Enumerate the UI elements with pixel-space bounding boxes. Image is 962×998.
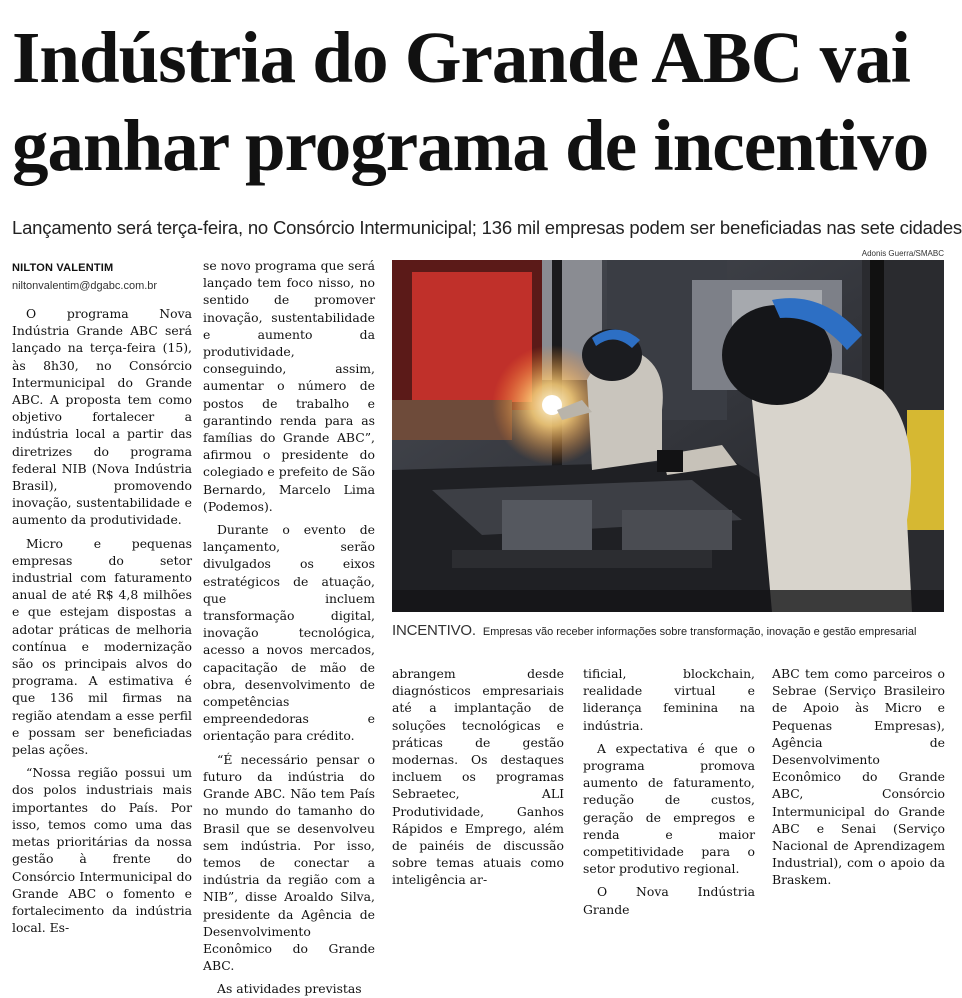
caption-kicker: INCENTIVO.: [392, 622, 476, 639]
headline: Indústria do Grande ABC vai ganhar programa de incentivo: [12, 17, 929, 186]
photo-caption: [392, 622, 952, 639]
paragraph: O Nova Indústria Grande: [583, 884, 755, 917]
article-column-1: [12, 305, 192, 936]
subheadline: Lançamento será terça-feira, no Consórcio Intermunicipal; 136 mil empresas podem ser beneficiadas nas sete cidades: [12, 217, 962, 238]
article-column-4: [583, 665, 755, 917]
paragraph: Durante o evento de lançamento, serão divulgados os eixos estratégicos de atuação, que incluem transformação digital, inovação tecnológica, acesso a novos mercados, capacitação de mão de obra, desenvolvimento de competências empreendedoras e orientação para crédito.: [203, 522, 375, 744]
paragraph: As atividades previstas: [217, 981, 362, 997]
article-column-3: [392, 665, 564, 888]
paragraph: Micro e pequenas empresas do setor industrial com faturamento anual de até R$ 4,8 milhões e que estejam dispostas a adotar práticas de melhoria contínua e modernização são os principais alvos do programa. A estimativa é que 136 mil firmas na região atendam a esse perfil e possam ser beneficiadas pelas ações.: [12, 535, 192, 758]
caption-text: Empresas vão receber informações sobre transformação, inovação e gestão empresarial: [482, 626, 917, 638]
paragraph: “É necessário pensar o futuro da indústria do Grande ABC. Não tem País no mundo do tamanho do Brasil que se desenvolveu sem indústria. Por isso, temos de conectar a indústria da região com a NIB”, disse Aroaldo Silva, presidente da Agência de Desenvolvimento Econômico do Grande ABC.: [203, 751, 375, 974]
paragraph: tificial, blockchain, realidade virtual e liderança feminina na indústria.: [583, 666, 755, 733]
author-email: niltonvalentim@dgabc.com.br: [12, 280, 158, 292]
paragraph: A expectativa é que o programa promova aumento de faturamento, redução de custos, geração de empregos e renda e maior competitividade para o setor produtivo regional.: [583, 740, 755, 877]
paragraph: O programa Nova Indústria Grande ABC será lançado na terça-feira (15), às 8h30, no Consórcio Intermunicipal do Grande ABC. A proposta tem como objetivo fortalecer a indústria local a partir das diretrizes do programa federal NIB (Nova Indústria Brasil), promovendo inovação, sustentabilidade e aumento da produtividade.: [12, 306, 192, 528]
paragraph: abrangem desde diagnósticos empresariais até a implantação de soluções tecnológicas e práticas de gestão modernas. Os destaques incluem os programas Sebraetec, ALI Produtividade, Ganhos Rápidos e Emprego, além de painéis de discussão sobre temas atuais como inteligência ar-: [392, 666, 564, 888]
author-name: NILTON VALENTIM: [12, 262, 114, 274]
photo-credit: Adonis Guerra/SMABC: [861, 249, 944, 258]
paragraph: ABC tem como parceiros o Sebrae (Serviço Brasileiro de Apoio às Micro e Pequenas Empresas), Agência de Desenvolvimento Econômico do Grande ABC, Consórcio Intermunicipal do Grande ABC e Senai (Serviço Nacional de Aprendizagem Industrial), com o apoio da Braskem.: [772, 666, 945, 888]
paragraph: se novo programa que será lançado tem foco nisso, no sentido de promover inovação, sustentabilidade e aumento da produtividade, conseguindo, assim, aumentar o número de postos de trabalho e garantindo renda para as famílias do Grande ABC”, afirmou o presidente do colegiado e prefeito de São Bernardo, Marcelo Lima (Podemos).: [203, 258, 375, 514]
paragraph: “Nossa região possui um dos polos industriais mais importantes do País. Por isso, temos como uma das metas prioritárias da nossa gestão à frente do Consórcio Intermunicipal do Grande ABC o fomento e fortalecimento da indústria local. Es-: [12, 765, 192, 936]
welding-workers-illustration: [392, 260, 944, 612]
article-column-5: [772, 665, 945, 888]
news-photo: [392, 260, 944, 612]
article-column-2: [203, 257, 375, 997]
